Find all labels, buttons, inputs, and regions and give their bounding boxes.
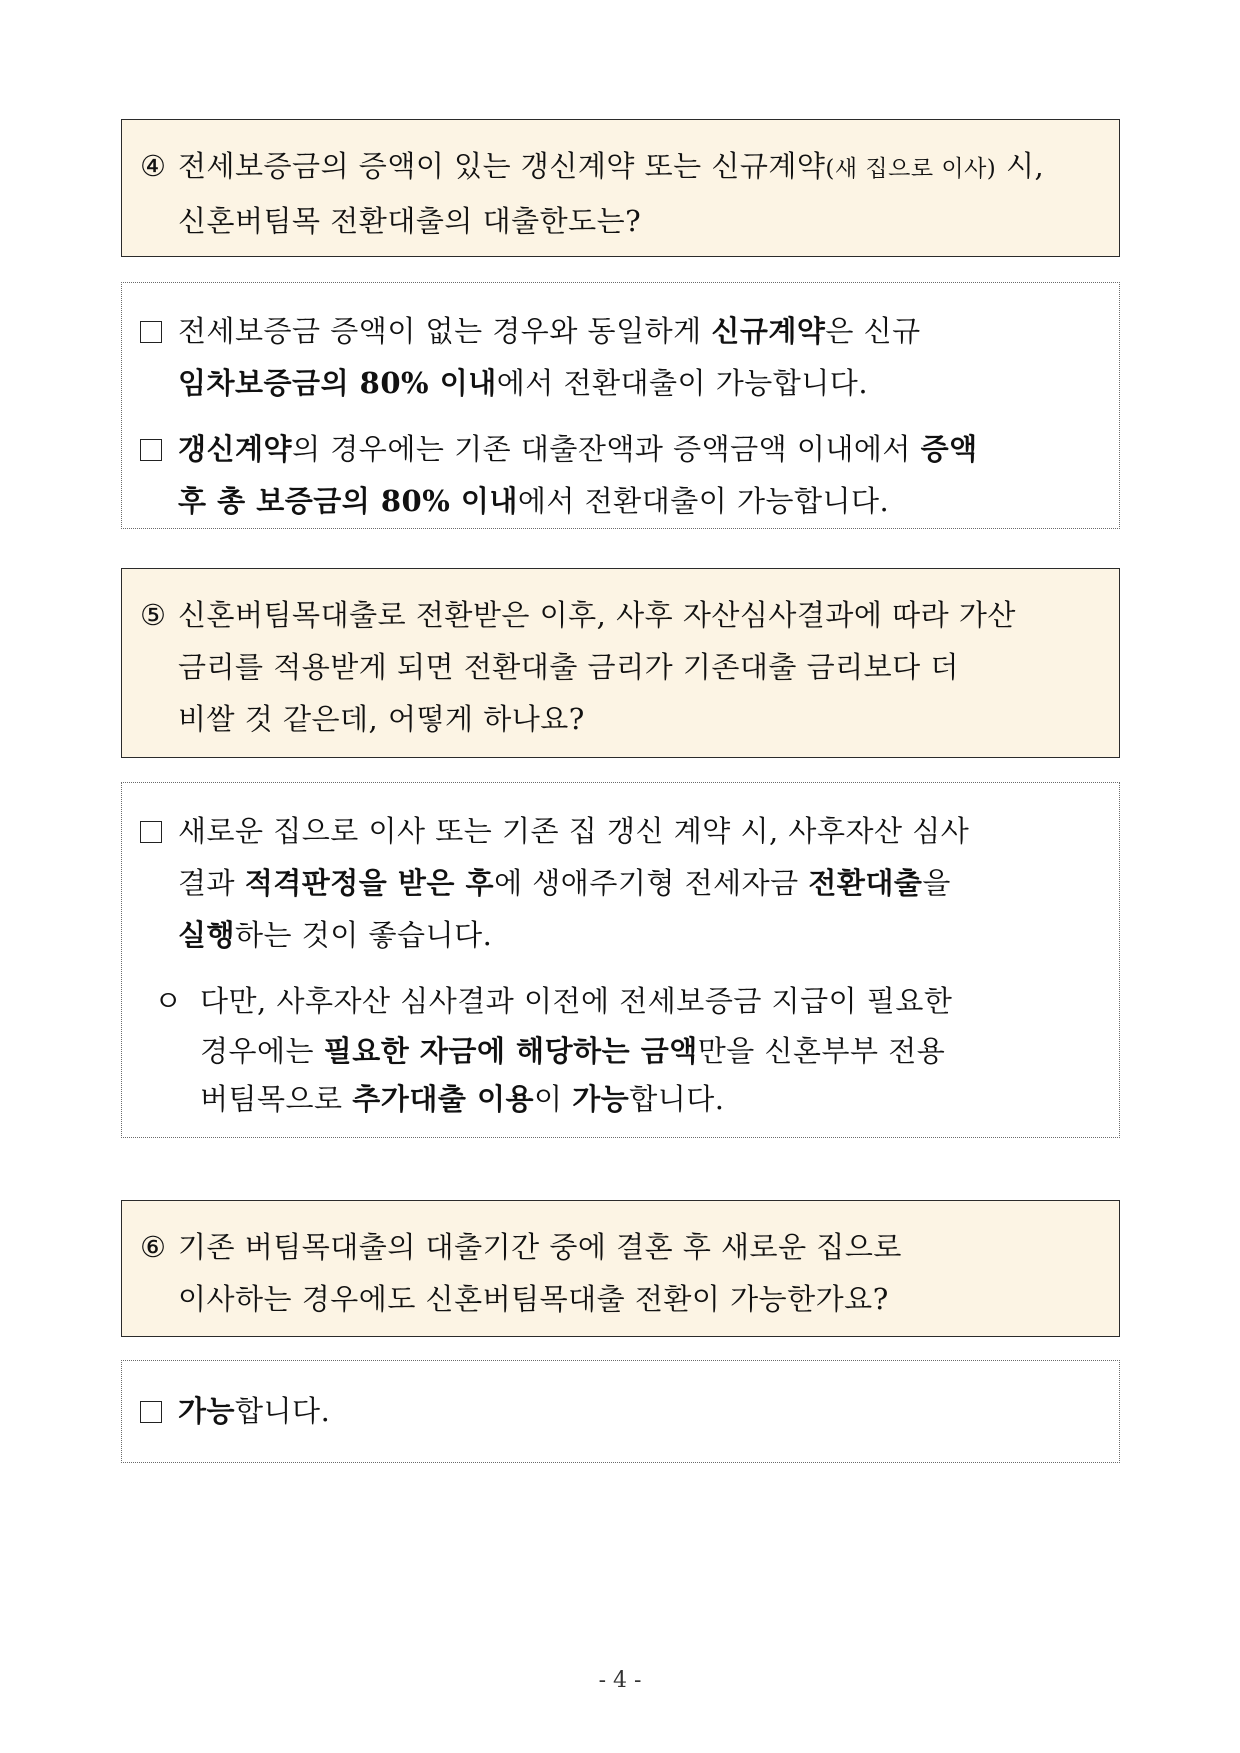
answer-box-6 [121,1360,1120,1463]
question-number-6: ⑥ [140,1230,167,1264]
question-number-5: ⑤ [140,598,167,632]
question-4-line-2: 신혼버팀목 전환대출의 대출한도는? [178,204,642,238]
answer-4-paragraph-2-line-2: 후 총 보증금의 80% 이내에서 전환대출이 가능합니다. [178,484,890,518]
answer-5-paragraph-line-2: 결과 적격판정을 받은 후에 생애주기형 전세자금 전환대출을 [178,866,951,900]
answer-4-paragraph-2-line-1: 갱신계약의 경우에는 기존 대출잔액과 증액금액 이내에서 증액 [140,423,1119,475]
checkbox-square-icon [140,321,162,343]
answer-4-paragraph-1-line-2: 임차보증금의 80% 이내에서 전환대출이 가능합니다. [178,366,869,400]
answer-box-4 [121,282,1120,529]
question-6-line-1: ⑥ 기존 버팀목대출의 대출기간 중에 결혼 후 새로운 집으로 [140,1221,1119,1273]
page-number: - 4 - [598,1668,642,1693]
answer-5-paragraph-line-1: 새로운 집으로 이사 또는 기존 집 갱신 계약 시, 사후자산 심사 [140,805,1119,857]
question-5-line-2: 금리를 적용받게 되면 전환대출 금리가 기존대출 금리보다 더 [178,650,959,684]
question-box-4 [121,119,1120,257]
answer-5-sub-item-line-1: ㅇ 다만, 사후자산 심사결과 이전에 전세보증금 지급이 필요한 [140,975,1119,1027]
checkbox-square-icon [140,821,162,843]
question-5-line-1: ⑤ 신혼버팀목대출로 전환받은 이후, 사후 자산심사결과에 따라 가산 [140,589,1119,641]
answer-box-5 [121,782,1120,1138]
answer-5-sub-item-line-2: 경우에는 필요한 자금에 해당하는 금액만을 신혼부부 전용 [200,1034,946,1068]
answer-5-paragraph-line-3: 실행하는 것이 좋습니다. [178,918,493,952]
question-box-6 [121,1200,1120,1337]
question-5-line-3: 비쌀 것 같은데, 어떻게 하나요? [178,702,585,736]
checkbox-square-icon [140,1401,162,1423]
question-4-line-1: ④ 전세보증금의 증액이 있는 갱신계약 또는 신규계약(새 집으로 이사) 시, [140,140,1119,195]
question-number-4: ④ [140,149,167,183]
answer-6-line: 가능합니다. [140,1385,1119,1437]
question-6-line-2: 이사하는 경우에도 신혼버팀목대출 전환이 가능한가요? [178,1282,889,1316]
question-box-5 [121,568,1120,758]
checkbox-square-icon [140,439,162,461]
answer-5-sub-item-line-3: 버팀목으로 추가대출 이용이 가능합니다. [200,1082,725,1116]
bullet-circle-icon: ㅇ [154,984,183,1018]
answer-4-paragraph-1-line-1: 전세보증금 증액이 없는 경우와 동일하게 신규계약은 신규 [140,305,1119,357]
